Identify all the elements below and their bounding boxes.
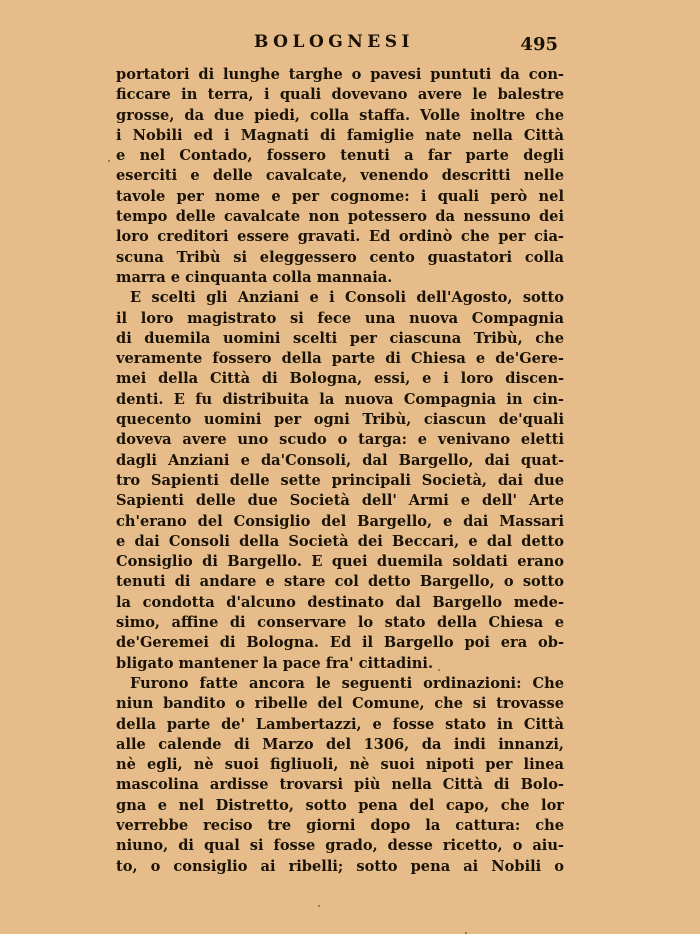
text-line: tempo delle cavalcate non potessero da nessuno dei	[116, 208, 564, 226]
text-line: nè egli, nè suoi figliuoli, nè suoi nipoti per linea	[116, 756, 564, 774]
paper-speck	[318, 905, 320, 907]
running-title: BOLOGNESI	[254, 32, 414, 52]
text-line: della parte de' Lambertazzi, e fosse stato in Città	[116, 715, 564, 733]
paper-speck	[108, 160, 110, 162]
text-line: bligato mantener la pace fra' cittadini.	[116, 654, 434, 672]
text-line: niun bandito o ribelle del Comune, che si trovasse	[116, 695, 564, 713]
text-line: loro creditori essere gravati. Ed ordinò che per cia-	[116, 228, 564, 246]
text-line: denti. E fu distribuita la nuova Compagnia in cin-	[116, 390, 564, 408]
text-line: E scelti gli Anziani e i Consoli dell'Agosto, sotto	[130, 289, 564, 307]
text-line: scuna Tribù si eleggessero cento guastatori colla	[116, 248, 564, 266]
text-line: verrebbe reciso tre giorni dopo la cattura: che	[116, 816, 564, 834]
text-line: portatori di lunghe targhe o pavesi puntuti da con-	[116, 66, 564, 83]
text-line: il loro magistrato si fece una nuova Compagnia	[116, 309, 564, 327]
text-line: Furono fatte ancora le seguenti ordinazioni: Che	[130, 674, 564, 692]
text-line: gna e nel Distretto, sotto pena del capo, che lor	[116, 796, 564, 814]
text-line: ch'erano del Consiglio del Bargello, e dai Massari	[116, 512, 564, 530]
text-line: eserciti e delle cavalcate, venendo descritti nelle	[116, 167, 564, 185]
text-line: e nel Contado, fossero tenuti a far parte degli	[116, 147, 564, 165]
text-line: doveva avere uno scudo o targa: e venivano eletti	[116, 431, 564, 449]
text-line: tenuti di andare e stare col detto Bargello, o sotto	[116, 573, 564, 591]
page-number: 495	[520, 34, 558, 55]
text-line: niuno, di qual si fosse grado, desse ricetto, o aiu-	[116, 837, 564, 855]
text-line: ficcare in terra, i quali dovevano avere le balestre	[116, 86, 564, 104]
text-line: veramente fossero della parte di Chiesa e de'Gere-	[116, 350, 564, 368]
text-line: to, o consiglio ai ribelli; sotto pena ai Nobili o	[116, 857, 564, 875]
text-line: Consiglio di Bargello. E quei duemila soldati erano	[116, 553, 564, 571]
text-line: tavole per nome e per cognome: i quali però nel	[116, 187, 564, 205]
text-line: dagli Anziani e da'Consoli, dal Bargello, dai quat-	[116, 451, 564, 469]
text-line: mei della Città di Bologna, essi, e i loro discen-	[116, 370, 564, 388]
text-line: mascolina ardisse trovarsi più nella Città di Bolo-	[116, 776, 564, 794]
text-line: quecento uomini per ogni Tribù, ciascun de'quali	[116, 411, 564, 429]
text-line: la condotta d'alcuno destinato dal Bargello mede-	[116, 593, 564, 611]
running-head	[116, 30, 564, 60]
text-line: tro Sapienti delle sette principali Società, dai due	[116, 471, 564, 489]
text-line: Sapienti delle due Società dell' Armi e dell' Arte	[116, 492, 564, 510]
text-line: de'Geremei di Bologna. Ed il Bargello poi era ob-	[116, 634, 564, 652]
text-line: di duemila uomini scelti per ciascuna Tribù, che	[116, 329, 564, 347]
paper-speck	[438, 669, 440, 671]
text-line: alle calende di Marzo del 1306, da indi innanzi,	[116, 735, 564, 753]
text-line: marra e cinquanta colla mannaia.	[116, 268, 393, 286]
text-line: e dai Consoli della Società dei Beccari, e dal detto	[116, 532, 564, 550]
body-text	[116, 65, 564, 877]
text-line: grosse, da due piedi, colla staffa. Volle inoltre che	[116, 106, 564, 124]
text-line: i Nobili ed i Magnati di famiglie nate nella Città	[116, 126, 564, 144]
text-line: simo, affine di conservare lo stato della Chiesa e	[116, 614, 564, 632]
